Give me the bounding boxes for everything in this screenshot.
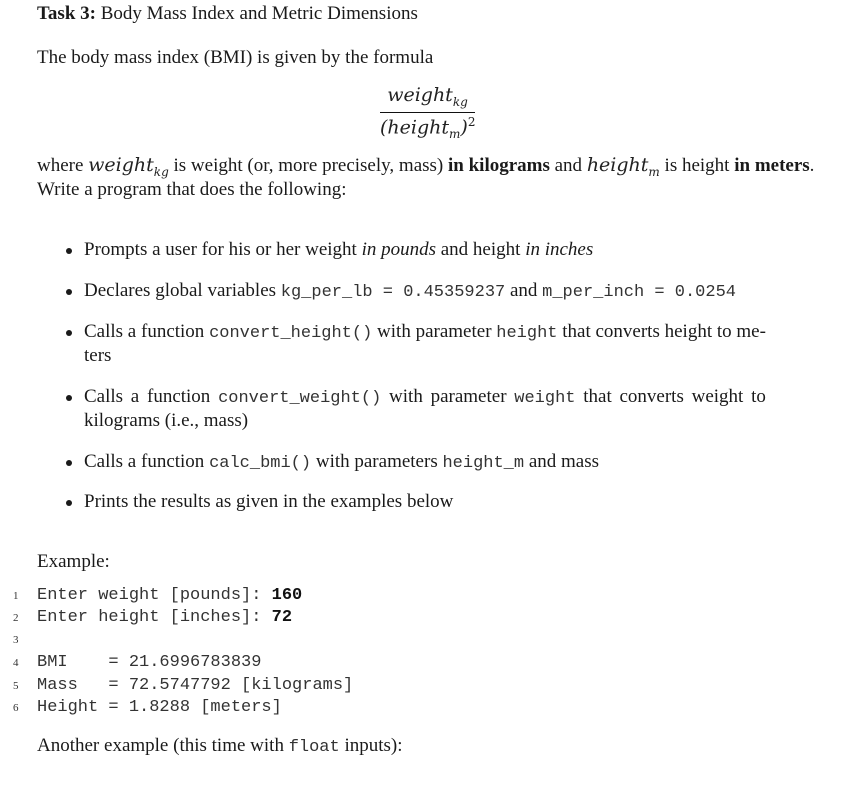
- bullet-icon: [66, 330, 72, 336]
- bullet-icon: [66, 395, 72, 401]
- intro-text: The body mass index (BMI) is given by the formula: [37, 47, 434, 68]
- bullet-icon: [66, 248, 72, 254]
- instruction-text: Write a program that does the following:: [37, 179, 347, 200]
- example-label: Example:: [37, 551, 110, 572]
- bullet-icon: [66, 500, 72, 506]
- task-label: Task 3:: [37, 3, 96, 24]
- task-title: Body Mass Index and Metric Dimensions: [100, 3, 418, 24]
- task-heading: [37, 3, 418, 25]
- bullet-icon: [66, 460, 72, 466]
- bmi-formula: [380, 84, 475, 141]
- formula-denominator: (height$_m$)$^2$: [380, 114, 476, 141]
- another-example-text: Another example (this time with float inputs):: [37, 735, 403, 757]
- definition-text: where weight$_{kg}$ is weight (or, more precisely, mass) in kilograms and height$_m$ is height in meters.: [37, 154, 815, 179]
- bullet-icon: [66, 289, 72, 295]
- formula-numerator: weight$_{kg}$: [380, 84, 475, 113]
